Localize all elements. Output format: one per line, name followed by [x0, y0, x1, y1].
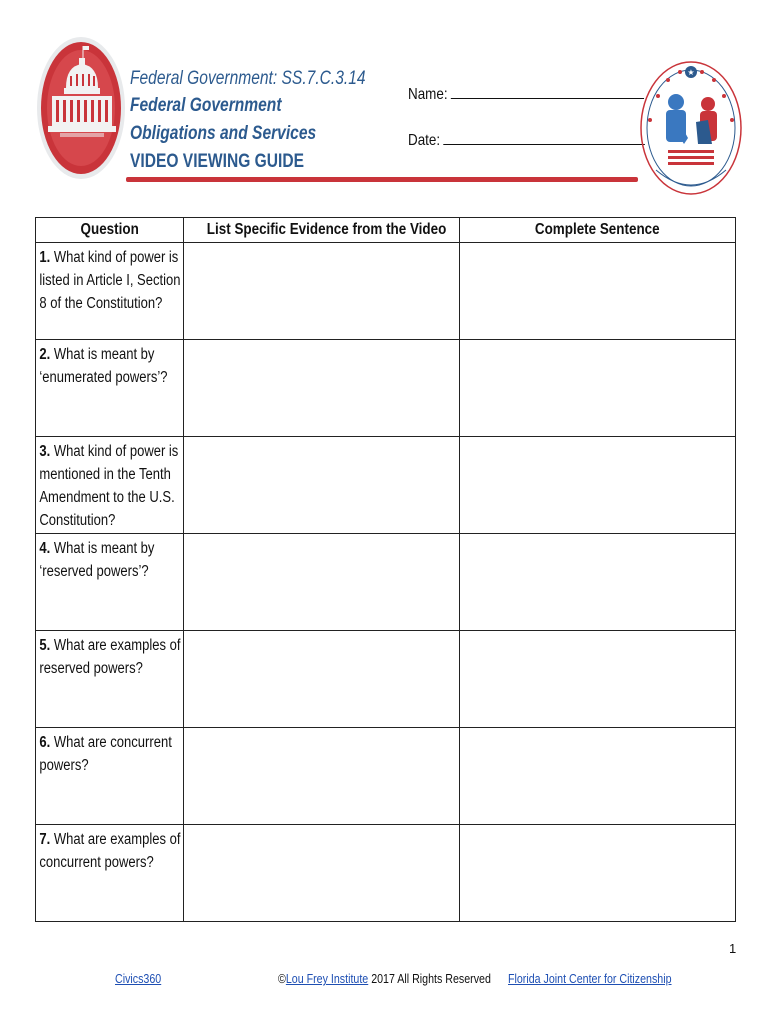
evidence-cell[interactable] [184, 340, 460, 437]
question-number: 1. [39, 249, 51, 266]
question-text: What is meant by ‘reserved powers’? [39, 540, 155, 580]
question-text: What are examples of concurrent powers? [39, 831, 181, 871]
question-text: What kind of power is mentioned in the Tenth Amendment to the U.S. Constitution? [39, 443, 179, 529]
sentence-cell[interactable] [460, 437, 736, 534]
sentence-cell[interactable] [460, 534, 736, 631]
column-header-evidence: List Specific Evidence from the Video [184, 218, 460, 243]
question-number: 2. [39, 346, 51, 363]
name-label: Name: [408, 86, 448, 103]
question-number: 6. [39, 734, 51, 751]
question-cell [36, 437, 184, 534]
question-cell [36, 243, 184, 340]
sentence-cell[interactable] [460, 340, 736, 437]
evidence-cell[interactable] [184, 728, 460, 825]
question-text: What are concurrent powers? [39, 734, 172, 774]
table-row [36, 534, 736, 631]
table-row [36, 825, 736, 922]
course-code: Federal Government: SS.7.C.3.14 [130, 68, 366, 89]
evidence-cell[interactable] [184, 437, 460, 534]
civics360-link[interactable]: Civics360 [115, 971, 162, 986]
question-cell [36, 825, 184, 922]
page-number: 1 [729, 941, 737, 956]
question-number: 3. [39, 443, 51, 460]
sentence-cell[interactable] [460, 243, 736, 340]
table-row [36, 437, 736, 534]
sentence-cell[interactable] [460, 728, 736, 825]
date-blank-line[interactable] [443, 130, 645, 145]
evidence-cell[interactable] [184, 534, 460, 631]
question-number: 5. [39, 637, 51, 654]
florida-joint-center-link[interactable]: Florida Joint Center for Citizenship [508, 971, 672, 986]
viewing-guide-table [35, 217, 736, 922]
sentence-cell[interactable] [460, 825, 736, 922]
lou-frey-institute-link[interactable]: Lou Frey Institute [285, 971, 369, 986]
question-number: 4. [39, 540, 51, 557]
title-block [130, 66, 400, 176]
date-label: Date: [408, 132, 441, 149]
guide-label: VIDEO VIEWING GUIDE [130, 151, 305, 172]
footer-fjcc-link[interactable] [508, 971, 672, 986]
question-number: 7. [39, 831, 51, 848]
page-subtitle: Obligations and Services [130, 123, 317, 144]
question-cell [36, 631, 184, 728]
table-row [36, 340, 736, 437]
footer-copyright [278, 971, 491, 986]
table-row [36, 243, 736, 340]
svg-text:★: ★ [687, 68, 695, 77]
column-header-question: Question [36, 218, 184, 243]
sentence-cell[interactable] [460, 631, 736, 728]
question-text: What is meant by ‘enumerated powers’? [39, 346, 168, 386]
table-header-row [36, 218, 736, 243]
footer-civics360-link[interactable] [115, 971, 161, 986]
page-title: Federal Government [130, 95, 282, 116]
citizenship-seal-icon [638, 60, 744, 210]
header-divider [126, 177, 638, 182]
evidence-cell[interactable] [184, 243, 460, 340]
date-field[interactable] [408, 130, 645, 150]
name-field[interactable] [408, 84, 644, 104]
question-cell [36, 728, 184, 825]
question-text: What kind of power is listed in Article I, Section 8 of the Constitution? [39, 249, 181, 312]
rights-text: 2017 All Rights Reserved [368, 971, 491, 986]
evidence-cell[interactable] [184, 631, 460, 728]
question-cell [36, 340, 184, 437]
question-text: What are examples of reserved powers? [39, 637, 181, 677]
name-blank-line[interactable] [451, 84, 644, 99]
table-row [36, 631, 736, 728]
question-cell [36, 534, 184, 631]
copyright-symbol: © [278, 971, 286, 986]
evidence-cell[interactable] [184, 825, 460, 922]
capitol-building-icon [36, 36, 126, 180]
column-header-sentence: Complete Sentence [460, 218, 736, 243]
table-row [36, 728, 736, 825]
